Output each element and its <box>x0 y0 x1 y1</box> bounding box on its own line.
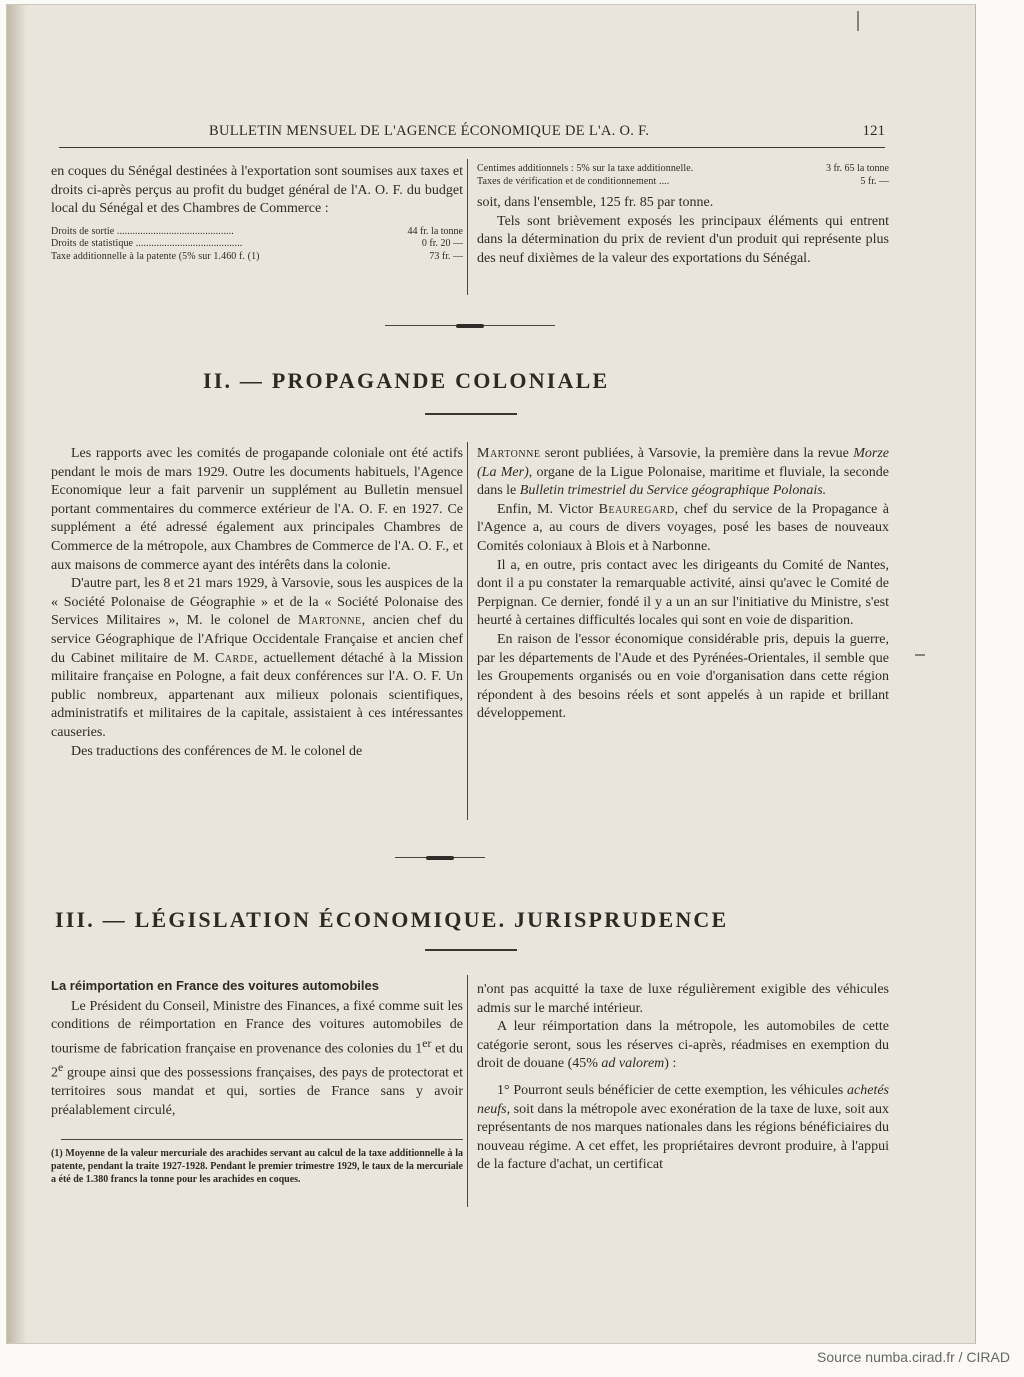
section2-right-column <box>477 445 889 724</box>
paragraph: soit, dans l'ensemble, 125 fr. 85 par tonne. <box>477 195 714 210</box>
paragraph: en coques du Sénégal destinées à l'exportation sont soumises aux taxes et droits ci-après perçus au profit du budget général de l'A. O. F. du budget local du Sénégal et des Chambres de Commerce : <box>51 164 463 217</box>
source-credit: Source numba.cirad.fr / CIRAD <box>817 1349 1010 1365</box>
title-underline <box>425 413 517 415</box>
name-beauregard: Beauregard <box>598 501 675 517</box>
running-header <box>59 121 885 148</box>
scanned-page <box>6 4 976 1344</box>
column-divider <box>467 442 468 820</box>
journal-name: Morze (La Mer) <box>477 446 889 480</box>
section-title-legislation: III. — LÉGISLATION ÉCONOMIQUE. JURISPRUDENCE <box>55 907 729 932</box>
name-martonne: Martonne <box>298 613 362 629</box>
fee-row: Taxes de vérification et de conditionnement .... 5 fr. — <box>477 175 889 187</box>
separator-ornament <box>385 325 555 326</box>
article-subheading: La réimportation en France des voitures automobiles <box>51 978 379 993</box>
footnote-rule <box>61 1139 463 1140</box>
header-title: BULLETIN MENSUEL DE L'AGENCE ÉCONOMIQUE DE L'A. O. F. <box>209 123 650 139</box>
page-number: 121 <box>862 123 885 139</box>
paragraph: Enfin, M. Victor Beauregard, chef du service de la Propagance à l'Agence a, au cours de divers voyages, posé les bases de nouveaux Comités coloniaux à Blois et à Narbonne. <box>477 501 889 554</box>
name-carde: Carde <box>214 650 254 666</box>
section3-right-column <box>477 981 889 1175</box>
paragraph: Il a, en outre, pris contact avec les dirigeants du Comité de Nantes, dont il a pu constater la remarquable activité, ainsi qu'avec le Comité de Perpignan. Ce dernier, fondé il y a un an sur l'initiative du Ministre, s'est heurté à certaines difficultés locales qui sont en voie de disparition. <box>477 557 889 629</box>
paragraph: Le Président du Conseil, Ministre des Finances, a fixé comme suit les conditions de réimportation en France des voitures automobiles de tourisme de fabrication française en provenance des colonies du 1er et du 2e groupe ainsi que des possessions françaises, des pays de protectorat et territoires sous mandat et qui, sorties de France sans y avoir préalablement circulé, <box>51 998 463 1118</box>
fee-row: Droits de statistique ......................................... 0 fr. 20 — <box>51 238 463 250</box>
fee-list-left <box>51 226 463 264</box>
separator-ornament <box>395 857 485 858</box>
section2-left-column <box>51 445 463 761</box>
bulletin-name: Bulletin trimestriel du Service géographique Polonais. <box>519 483 827 499</box>
top-right-column <box>477 163 889 268</box>
paragraph: En raison de l'essor économique considérable pris, depuis la guerre, par les départements de l'Aude et des Pyrénées-Orientales, il semble que les Groupements organisés ou en voie d'organisation dans cette région répondent à des besoins réels et sont appelés à un rapide et brillant développement. <box>477 631 889 722</box>
page-binding-shadow <box>7 5 27 1343</box>
margin-mark <box>915 654 925 656</box>
column-divider <box>467 975 468 1207</box>
section-title-propagande: II. — PROPAGANDE COLONIALE <box>203 368 610 393</box>
paragraph: D'autre part, les 8 et 21 mars 1929, à Varsovie, sous les auspices de la « Société Polonaise de Géographie » et de la « Société Polonaise des Services Militaires », M. le colonel de Martonne, ancien chef du service Géographique de l'Afrique Occidentale Française et ancien chef du Cabinet militaire de M. Carde, actuellement détaché à la Mission militaire française en Pologne, a fait deux conférences sur l'A. O. F. Un public nombreux, appartenant aux milieux polonais scientifiques, administratifs et militaires de la capitale, assistaient à ces intéressantes causeries. <box>51 576 464 740</box>
title-underline <box>425 949 517 951</box>
paragraph: 1° Pourront seuls bénéficier de cette exemption, les véhicules achetés neufs, soit dans la métropole avec exonération de la taxe de luxe, soit aux représentants de nos marques nationales dans les régions bénéficiaires du nouveau régime. A cet effet, les propriétaires devront produire, à l'appui de la facture d'achat, un certificat <box>477 1082 889 1173</box>
column-divider <box>467 159 468 295</box>
top-left-column <box>51 163 463 263</box>
fee-list-right <box>477 163 889 188</box>
paragraph: Des traductions des conférences de M. le colonel de <box>71 743 363 759</box>
footnote: (1) Moyenne de la valeur mercuriale des arachides servant au calcul de la taxe additionnelle à la patente, pendant la traite 1927-1928. Pendant le premier trimestre 1929, le taux de la mercuriale a été de 1.380 francs la tonne pour les arachides en coques. <box>51 1148 463 1185</box>
section3-left-column <box>51 977 463 1120</box>
paragraph: Martonne seront publiées, à Varsovie, la première dans la revue Morze (La Mer), organe de la Ligue Polonaise, maritime et fluviale, la seconde dans le Bulletin trimestriel du Service géographique Polonais. <box>477 446 889 499</box>
fee-row: Taxe additionnelle à la patente (5% sur 1.460 f. (1) 73 fr. — <box>51 250 463 262</box>
paragraph: n'ont pas acquitté la taxe de luxe régulièrement exigible des véhicules admis sur le marché intérieur. <box>477 982 889 1016</box>
name-martonne: Martonne <box>477 446 541 461</box>
paragraph: Tels sont brièvement exposés les principaux éléments qui entrent dans la détermination du prix de revient d'un produit qui représente plus des neuf dixièmes de la valeur des exportations du Sénégal. <box>477 213 889 266</box>
corner-mark <box>857 11 859 31</box>
paragraph: Les rapports avec les comités de progapande coloniale ont été actifs pendant le mois de mars 1929. Outre les documents habituels, l'Agence Economique leur a fait parvenir un supplément au Bulletin mensuel portant commentaires du commerce extérieur de l'A. O. F. en 1927. Ce supplément a été adressé également aux principales Chambres de Commerce de la métropole, aux Chambres de Commerce de l'A. O. F., et aux maisons de commerce ayant des intérêts dans la colonie. <box>51 446 463 573</box>
fee-row: Droits de sortie ............................................. 44 fr. la tonne <box>51 225 463 237</box>
paragraph: A leur réimportation dans la métropole, les automobiles de cette catégorie seront, sous les réserves ci-après, réadmises en exemption du droit de douane (45% ad valorem) : <box>477 1019 889 1072</box>
fee-row: Centimes additionnels : 5% sur la taxe additionnelle. 3 fr. 65 la tonne <box>477 163 889 174</box>
